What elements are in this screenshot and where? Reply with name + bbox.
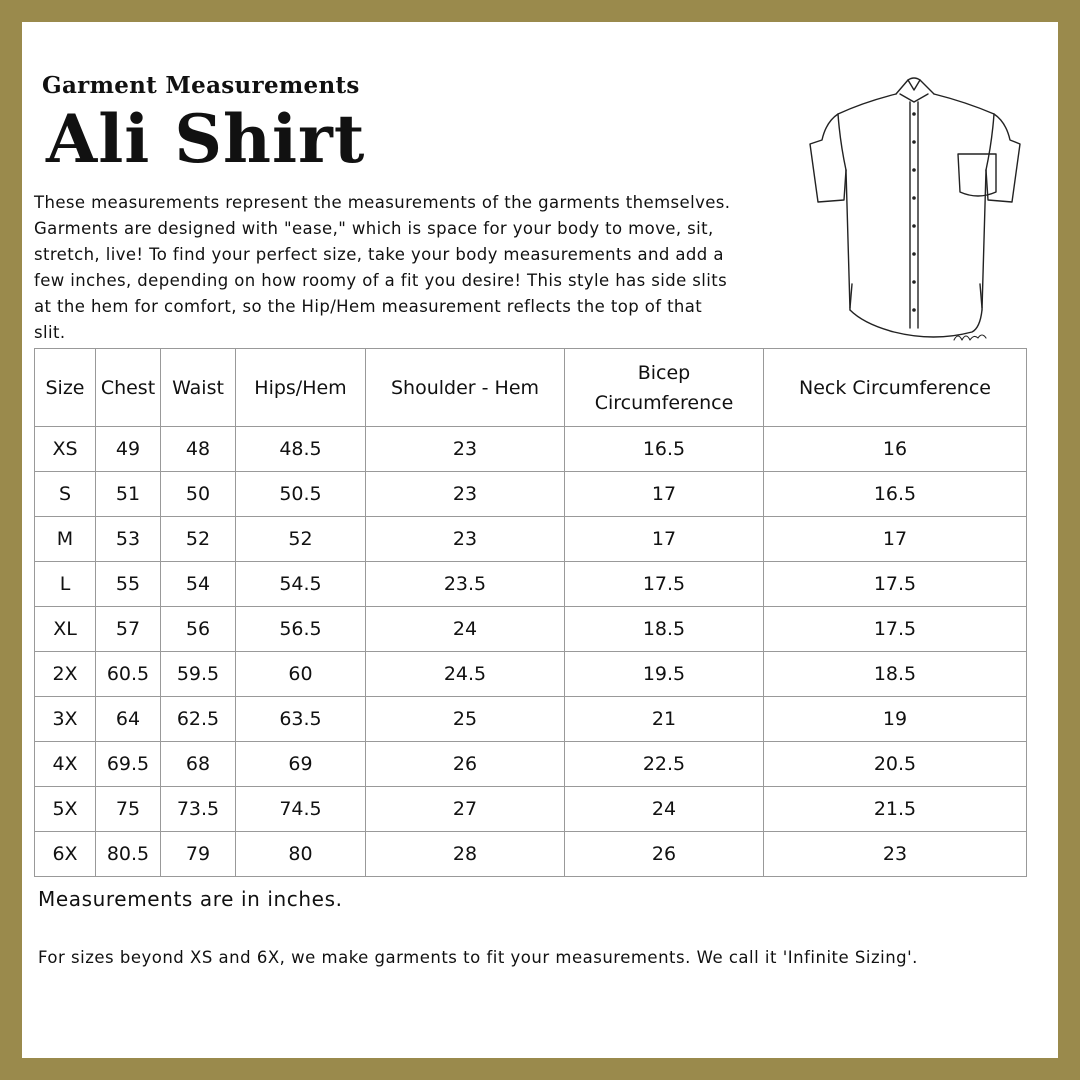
column-header-shoulder-hem: Shoulder - Hem [366,349,565,427]
cell-size: S [35,472,96,517]
cell-neck: 23 [764,832,1027,877]
cell-hips-hem: 56.5 [236,607,366,652]
units-note: Measurements are in inches. [38,887,343,911]
cell-size: 2X [35,652,96,697]
cell-size: M [35,517,96,562]
table-row [35,787,1027,832]
cell-bicep: 18.5 [565,607,764,652]
shirt-sketch-icon [804,52,1024,344]
cell-chest: 69.5 [96,742,161,787]
cell-neck: 18.5 [764,652,1027,697]
table-row [35,472,1027,517]
table-row [35,652,1027,697]
cell-waist: 56 [161,607,236,652]
cell-hips-hem: 60 [236,652,366,697]
cell-neck: 16 [764,427,1027,472]
cell-hips-hem: 48.5 [236,427,366,472]
cell-neck: 17.5 [764,562,1027,607]
cell-bicep: 17 [565,517,764,562]
cell-hips-hem: 74.5 [236,787,366,832]
cell-waist: 79 [161,832,236,877]
cell-hips-hem: 50.5 [236,472,366,517]
cell-size: 3X [35,697,96,742]
intro-paragraph: These measurements represent the measurements of the garments themselves. Garments are designed with "ease," which is space for your body to move, sit, stretch, live! To find your perfect size, take your body measurements and add a few inches, depending on how roomy of a fit you desire! This style has side slits at the hem for comfort, so the Hip/Hem measurement reflects the top of that slit. [34,193,731,342]
cell-bicep: 16.5 [565,427,764,472]
cell-shoulder-hem: 24 [366,607,565,652]
cell-chest: 64 [96,697,161,742]
cell-chest: 55 [96,562,161,607]
table-row [35,517,1027,562]
cell-size: 6X [35,832,96,877]
cell-size: L [35,562,96,607]
page-title: Ali Shirt [46,100,366,178]
cell-chest: 57 [96,607,161,652]
cell-neck: 20.5 [764,742,1027,787]
column-header-neck: Neck Circumference [764,349,1027,427]
cell-waist: 62.5 [161,697,236,742]
measurement-table [34,348,1027,877]
table-row [35,427,1027,472]
table-row [35,742,1027,787]
cell-chest: 80.5 [96,832,161,877]
cell-shoulder-hem: 27 [366,787,565,832]
cell-waist: 68 [161,742,236,787]
cell-chest: 75 [96,787,161,832]
cell-hips-hem: 69 [236,742,366,787]
measurement-card [22,22,1058,1058]
table-row [35,607,1027,652]
cell-shoulder-hem: 23 [366,517,565,562]
cell-shoulder-hem: 28 [366,832,565,877]
cell-shoulder-hem: 24.5 [366,652,565,697]
column-header-waist: Waist [161,349,236,427]
cell-size: XL [35,607,96,652]
cell-shoulder-hem: 25 [366,697,565,742]
cell-shoulder-hem: 23 [366,472,565,517]
cell-size: XS [35,427,96,472]
page-subtitle: Garment Measurements [42,72,360,99]
column-header-hips-hem: Hips/Hem [236,349,366,427]
cell-waist: 50 [161,472,236,517]
cell-neck: 16.5 [764,472,1027,517]
column-header-chest: Chest [96,349,161,427]
cell-waist: 59.5 [161,652,236,697]
cell-shoulder-hem: 23 [366,427,565,472]
cell-waist: 73.5 [161,787,236,832]
cell-chest: 51 [96,472,161,517]
table-header-row [35,349,1027,427]
cell-chest: 60.5 [96,652,161,697]
cell-shoulder-hem: 23.5 [366,562,565,607]
cell-neck: 17 [764,517,1027,562]
cell-neck: 17.5 [764,607,1027,652]
cell-bicep: 17 [565,472,764,517]
cell-bicep: 26 [565,832,764,877]
cell-bicep: 22.5 [565,742,764,787]
infinite-sizing-note: For sizes beyond XS and 6X, we make garments to fit your measurements. We call it 'Infinite Sizing'. [38,948,918,967]
cell-bicep: 21 [565,697,764,742]
cell-hips-hem: 63.5 [236,697,366,742]
cell-hips-hem: 52 [236,517,366,562]
cell-hips-hem: 54.5 [236,562,366,607]
cell-waist: 54 [161,562,236,607]
cell-shoulder-hem: 26 [366,742,565,787]
column-header-size: Size [35,349,96,427]
cell-chest: 53 [96,517,161,562]
cell-bicep: 19.5 [565,652,764,697]
table-row [35,697,1027,742]
cell-waist: 48 [161,427,236,472]
cell-hips-hem: 80 [236,832,366,877]
table-row [35,832,1027,877]
cell-bicep: 24 [565,787,764,832]
cell-waist: 52 [161,517,236,562]
cell-chest: 49 [96,427,161,472]
cell-size: 4X [35,742,96,787]
cell-size: 5X [35,787,96,832]
cell-neck: 21.5 [764,787,1027,832]
cell-neck: 19 [764,697,1027,742]
cell-bicep: 17.5 [565,562,764,607]
column-header-bicep: Bicep Circumference [565,349,764,427]
table-row [35,562,1027,607]
